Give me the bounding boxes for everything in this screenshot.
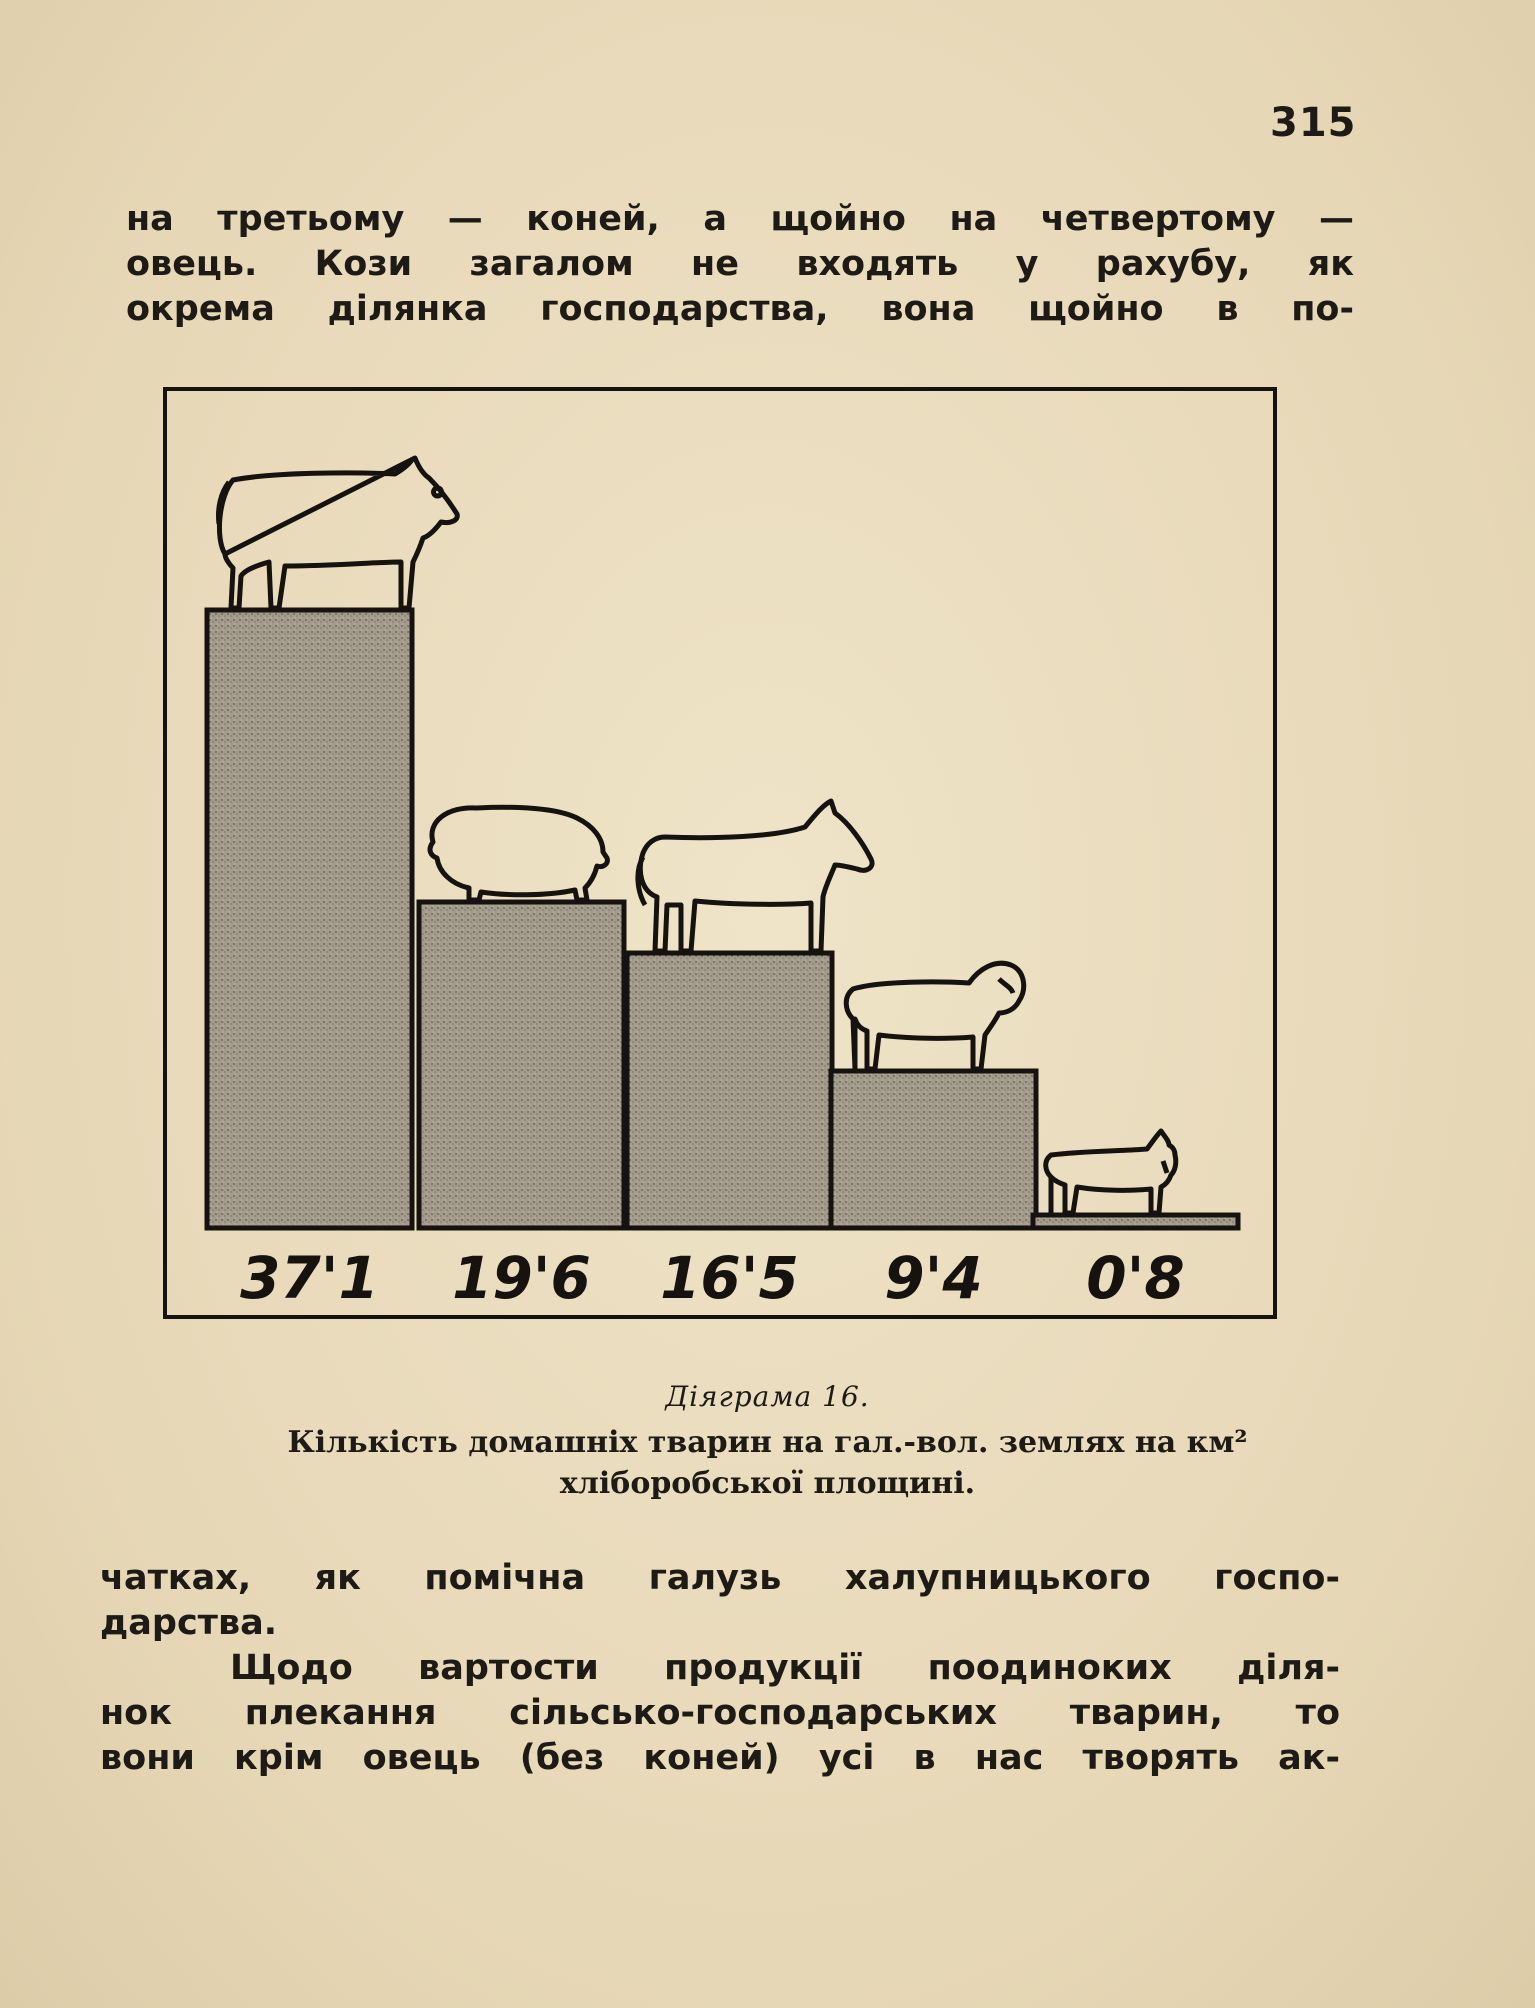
value-label-pig: 19'6 bbox=[452, 1244, 591, 1312]
text-line: вони крім овець (без коней) усі в нас творять ак- bbox=[100, 1738, 1340, 1778]
horse-icon bbox=[638, 801, 872, 951]
bar-sheep bbox=[831, 1071, 1036, 1228]
caption-label: Діяграма 16. bbox=[665, 1380, 870, 1413]
paragraph-bottom-1 bbox=[100, 1556, 1340, 1646]
text-line: нок плекання сільсько-господарських тварин, то bbox=[100, 1693, 1340, 1733]
value-label-horse: 16'5 bbox=[660, 1244, 799, 1312]
text-line: дарства. bbox=[100, 1603, 278, 1643]
goat-icon bbox=[1046, 1131, 1176, 1213]
page-number: 315 bbox=[1270, 100, 1357, 146]
chart-frame bbox=[163, 387, 1277, 1319]
caption-line-1: Кількість домашніх тварин на гал.-вол. землях на км² bbox=[287, 1425, 1248, 1460]
text-line: чатках, як помічна галузь халупницького госпо- bbox=[100, 1558, 1340, 1598]
value-label-goat: 0'8 bbox=[1086, 1244, 1185, 1312]
cow-icon bbox=[218, 458, 457, 608]
bar-goat bbox=[1033, 1215, 1238, 1228]
paragraph-top bbox=[126, 197, 1354, 332]
sheep-icon bbox=[846, 963, 1023, 1069]
text-line: овець. Кози загалом не входять у рахубу, як bbox=[126, 244, 1354, 284]
bar-chart bbox=[167, 391, 1273, 1315]
bar-horse bbox=[627, 953, 832, 1228]
text-line: Щодо вартости продукції поодиноких діля- bbox=[230, 1648, 1340, 1688]
value-label-sheep: 9'4 bbox=[884, 1244, 983, 1312]
text-line: окрема ділянка господарства, вона щойно в по- bbox=[126, 289, 1354, 329]
text-line: на третьому — коней, а щойно на четвертому — bbox=[126, 199, 1354, 239]
bar-pig bbox=[419, 902, 624, 1228]
pig-icon bbox=[430, 807, 607, 900]
value-label-cow: 37'1 bbox=[240, 1244, 379, 1312]
paragraph-bottom-2 bbox=[100, 1646, 1340, 1781]
bar-cow bbox=[207, 610, 412, 1228]
caption-line-2: хліборобської площині. bbox=[559, 1466, 976, 1501]
